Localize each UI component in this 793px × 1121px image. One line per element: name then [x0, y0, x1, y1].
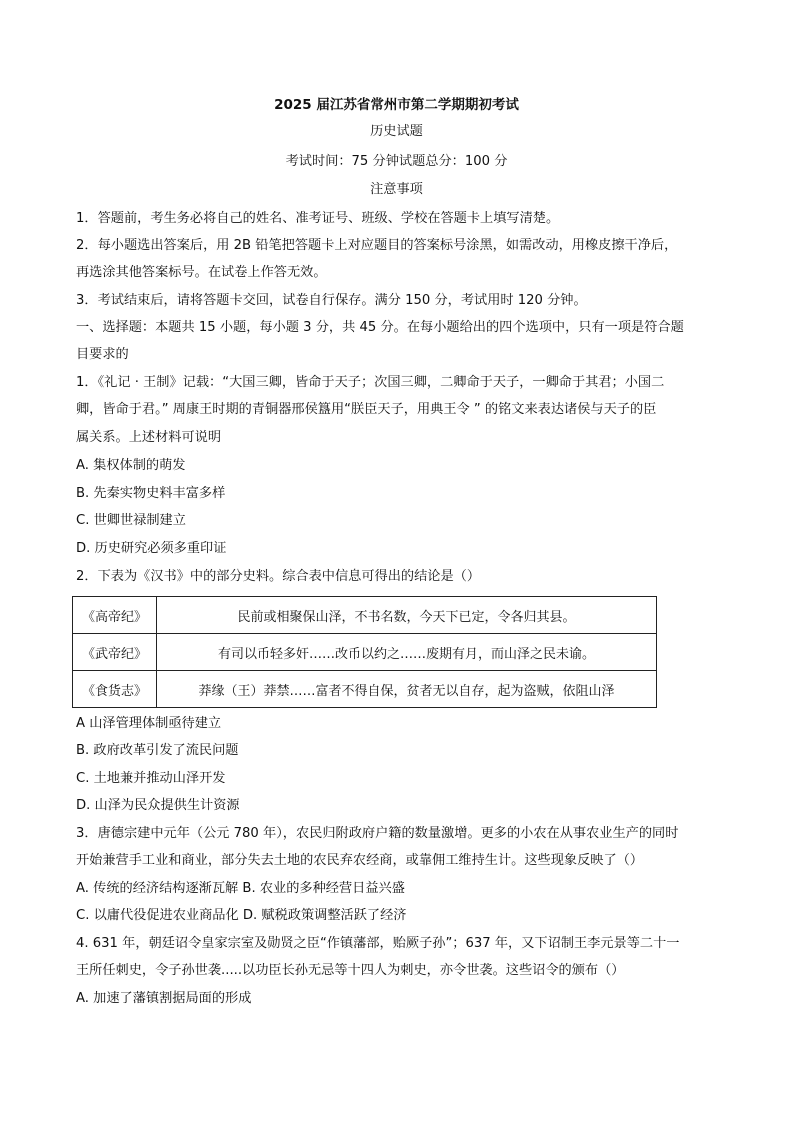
source-table — [72, 596, 657, 708]
question-1-option-b: B. 先秦实物史料丰富多样 — [76, 486, 226, 501]
table-row — [73, 671, 657, 708]
exam-info: 考试时间：75 分钟试题总分：100 分 — [285, 154, 508, 169]
question-2-stem: 2．下表为《汉书》中的部分史料。综合表中信息可得出的结论是（） — [76, 569, 481, 584]
table-row — [73, 597, 657, 634]
question-3-stem: 3．唐德宗建中元年（公元 780 年），农民归附政府户籍的数量激增。更多的小农在从事农业生产的同时 — [76, 826, 679, 841]
question-2-option-b: B. 政府改革引发了流民问题 — [76, 743, 239, 758]
question-1-option-d: D. 历史研究必须多重印证 — [76, 541, 227, 556]
notice-heading: 注意事项 — [370, 182, 423, 197]
question-3-options-ab: A. 传统的经济结构逐渐瓦解 B. 农业的多种经营日益兴盛 — [76, 881, 405, 896]
section-heading-cont: 目要求的 — [76, 347, 129, 362]
question-4-stem: 王所任刺史，令子孙世袭.....以功臣长孙无忌等十四人为刺史，亦令世袭。这些诏令的颁布（） — [76, 963, 625, 978]
question-2-option-c: C. 土地兼并推动山泽开发 — [76, 771, 226, 786]
notice-item: 3．考试结束后，请将答题卡交回，试卷自行保存。满分 150 分，考试用时 120 分钟。 — [76, 293, 587, 308]
question-1-stem: 1．《礼记 · 王制》记载：“大国三卿，皆命于天子；次国三卿，二卿命于天子，一卿命于其君；小国二 — [76, 375, 665, 390]
question-1-stem: 属关系。上述材料可说明 — [76, 430, 222, 445]
table-cell-source: 《武帝纪》 — [73, 634, 157, 671]
table-cell-source: 《食货志》 — [73, 671, 157, 708]
table-cell-source: 《高帝纪》 — [73, 597, 157, 634]
table-cell-text: 有司以币轻多奸……改币以约之……废期有月，而山泽之民未谕。 — [157, 634, 657, 671]
question-4-stem: 4. 631 年，朝廷诏令皇家宗室及勋贤之臣“作镇藩部，贻厥子孙”；637 年，又下诏制王李元景等二十一 — [76, 936, 680, 951]
question-3-stem: 开始兼营手工业和商业，部分失去土地的农民弃农经商，或靠佣工维持生计。这些现象反映了（） — [76, 853, 644, 868]
notice-item: 1．答题前，考生务必将自己的姓名、准考证号、班级、学校在答题卡上填写清楚。 — [76, 211, 560, 226]
table-cell-text: 莽缘（王）莽禁……富者不得自保，贫者无以自存，起为盗贼，依阻山泽 — [157, 671, 657, 708]
table-row — [73, 634, 657, 671]
exam-title: 2025 届江苏省常州市第二学期期初考试 — [274, 97, 519, 113]
notice-item: 2．每小题选出答案后，用 2B 铅笔把答题卡上对应题目的答案标号涂黑，如需改动，用橡皮擦干净后， — [76, 238, 678, 253]
exam-subject: 历史试题 — [370, 124, 423, 139]
question-3-options-cd: C. 以庸代役促进农业商品化 D. 赋税政策调整活跃了经济 — [76, 908, 407, 923]
question-1-option-c: C. 世卿世禄制建立 — [76, 513, 186, 528]
notice-item: 再选涂其他答案标号。在试卷上作答无效。 — [76, 265, 327, 280]
question-4-option-a: A. 加速了藩镇割据局面的形成 — [76, 991, 252, 1006]
question-2-option-d: D. 山泽为民众提供生计资源 — [76, 798, 240, 813]
table-cell-text: 民前或相聚保山泽，不书名数，今天下已定，令各归其县。 — [157, 597, 657, 634]
question-1-stem: 卿，皆命于君。” 周康王时期的青铜器邢侯簋用“朕臣天子，用典王令 ” 的铭文来表达诸侯与天子的臣 — [76, 402, 657, 417]
question-1-option-a: A. 集权体制的萌发 — [76, 458, 186, 473]
section-heading: 一、选择题：本题共 15 小题，每小题 3 分，共 45 分。在每小题给出的四个选项中，只有一项是符合题 — [76, 320, 684, 335]
question-2-option-a: A 山泽管理体制亟待建立 — [76, 716, 222, 731]
